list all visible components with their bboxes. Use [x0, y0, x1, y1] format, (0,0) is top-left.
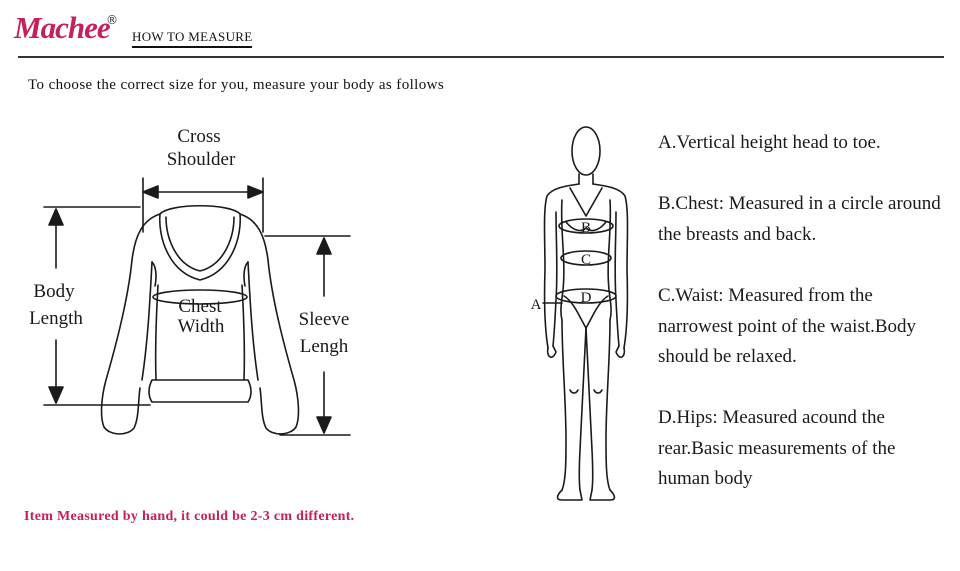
description-a: A.Vertical height head to toe.	[658, 132, 881, 153]
figure-label-d: D	[580, 290, 592, 306]
header-divider	[18, 56, 944, 58]
chest-width-label-line1: Chest	[178, 296, 222, 317]
title-underline	[132, 46, 252, 48]
chest-width-label-line2: Width	[177, 316, 225, 337]
sleeve-length-label-line2: Lengh	[299, 336, 349, 357]
human-figure	[543, 127, 628, 500]
figure-label-a: A	[530, 297, 542, 313]
page-header	[0, 0, 960, 60]
intro-text: To choose the correct size for you, measure your body as follows	[28, 77, 445, 93]
sleeve-length-label-line1: Sleeve	[298, 309, 350, 330]
description-d: D.Hips: Measured acound the rear.Basic measurements of the human body	[658, 407, 896, 489]
cross-shoulder-label-line2: Shoulder	[166, 149, 236, 170]
description-b: B.Chest: Measured in a circle around the breasts and back.	[658, 193, 941, 245]
body-length-label-line2: Length	[29, 308, 83, 329]
body-length-label-line1: Body	[33, 281, 75, 302]
description-c: C.Waist: Measured from the narrowest point of the waist.Body should be relaxed.	[658, 285, 917, 367]
registered-mark: ®	[106, 13, 118, 27]
figure-label-b: B	[580, 220, 592, 236]
page-title: HOW TO MEASURE	[132, 29, 253, 44]
body-length-arrow	[44, 207, 150, 405]
cross-shoulder-label-line1: Cross	[177, 126, 221, 147]
figure-label-c: C	[580, 252, 592, 268]
brand-logo: Machee	[14, 10, 110, 45]
measurement-note: Item Measured by hand, it could be 2-3 cm different.	[24, 509, 355, 524]
